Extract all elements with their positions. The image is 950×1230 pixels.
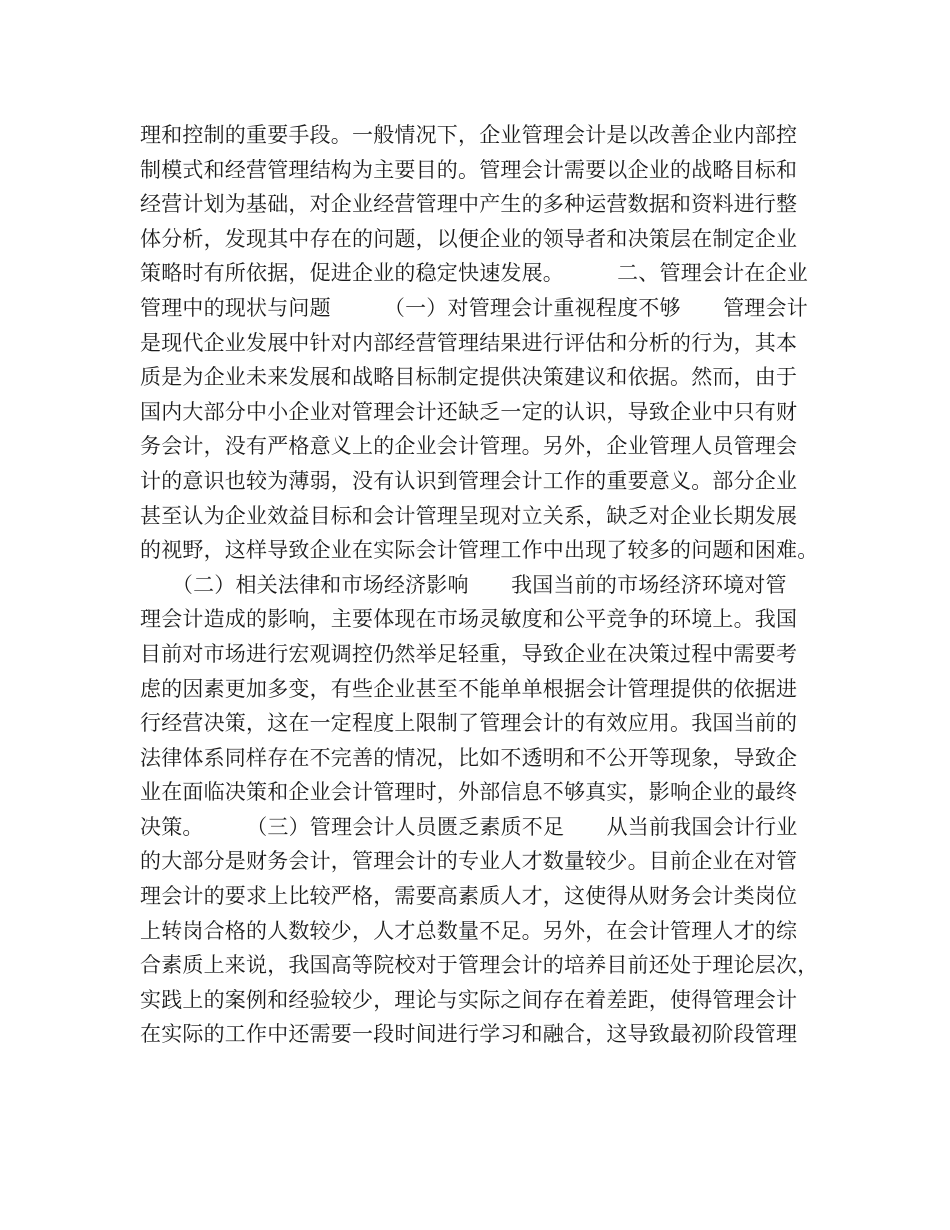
text-line: 理和控制的重要手段。一般情况下，企业管理会计是以改善企业内部控 xyxy=(140,123,798,147)
text-line: 的视野，这样导致企业在实际会计管理工作中出现了较多的问题和困难。 xyxy=(140,538,819,563)
text-line: 合素质上来说，我国高等院校对于管理会计的培养目前还处于理论层次， xyxy=(140,953,819,978)
text-line: 的大部分是财务会计，管理会计的专业人才数量较少。目前企业在对管 xyxy=(140,849,798,874)
text-line: 实践上的案例和经验较少，理论与实际之间存在着差距，使得管理会计 xyxy=(140,987,798,1012)
text-line: 上转岗合格的人数较少，人才总数量不足。另外，在会计管理人才的综 xyxy=(140,918,798,943)
text-line: 计的意识也较为薄弱，没有认识到管理会计工作的重要意义。部分企业 xyxy=(140,468,798,493)
text-line: 是现代企业发展中针对内部经营管理结果进行评估和分析的行为，其本 xyxy=(140,330,798,355)
text-line: 理会计的要求上比较严格，需要高素质人才，这使得从财务会计类岗位 xyxy=(140,884,798,909)
text-line: 制模式和经营管理结构为主要目的。管理会计需要以企业的战略目标和 xyxy=(140,157,798,182)
body-text xyxy=(140,118,830,1052)
text-line: 虑的因素更加多变，有些企业甚至不能单单根据会计管理提供的依据进 xyxy=(140,676,798,701)
text-line: 法律体系同样存在不完善的情况，比如不透明和不公开等现象，导致企 xyxy=(140,745,798,770)
text-line: 理会计造成的影响，主要体现在市场灵敏度和公平竞争的环境上。我国 xyxy=(140,607,798,632)
text-line: 国内大部分中小企业对管理会计还缺乏一定的认识，导致企业中只有财 xyxy=(140,399,798,424)
text-line: 行经营决策，这在一定程度上限制了管理会计的有效应用。我国当前的 xyxy=(140,711,798,736)
text-line: 在实际的工作中还需要一段时间进行学习和融合，这导致最初阶段管理 xyxy=(140,1022,798,1047)
text-line: 策略时有所依据，促进企业的稳定快速发展。 二、管理会计在企业 xyxy=(140,261,808,286)
text-line: 经营计划为基础，对企业经营管理中产生的多种运营数据和资料进行整 xyxy=(140,192,798,217)
text-line: 质是为企业未来发展和战略目标制定提供决策建议和依据。然而，由于 xyxy=(140,365,798,390)
text-line: （二）相关法律和市场经济影响 我国当前的市场经济环境对管 xyxy=(140,572,787,597)
text-line: 体分析，发现其中存在的问题，以便企业的领导者和决策层在制定企业 xyxy=(140,226,798,251)
text-line: 甚至认为企业效益目标和会计管理呈现对立关系，缺乏对企业长期发展 xyxy=(140,503,798,528)
text-line: 管理中的现状与问题 （一）对管理会计重视程度不够 管理会计 xyxy=(140,295,808,320)
text-line: 决策。 （三）管理会计人员匮乏素质不足 从当前我国会计行业 xyxy=(140,814,798,839)
text-line: 业在面临决策和企业会计管理时，外部信息不够真实，影响企业的最终 xyxy=(140,780,798,805)
text-line: 务会计，没有严格意义上的企业会计管理。另外，企业管理人员管理会 xyxy=(140,434,798,459)
text-line: 目前对市场进行宏观调控仍然举足轻重，导致企业在决策过程中需要考 xyxy=(140,641,798,666)
